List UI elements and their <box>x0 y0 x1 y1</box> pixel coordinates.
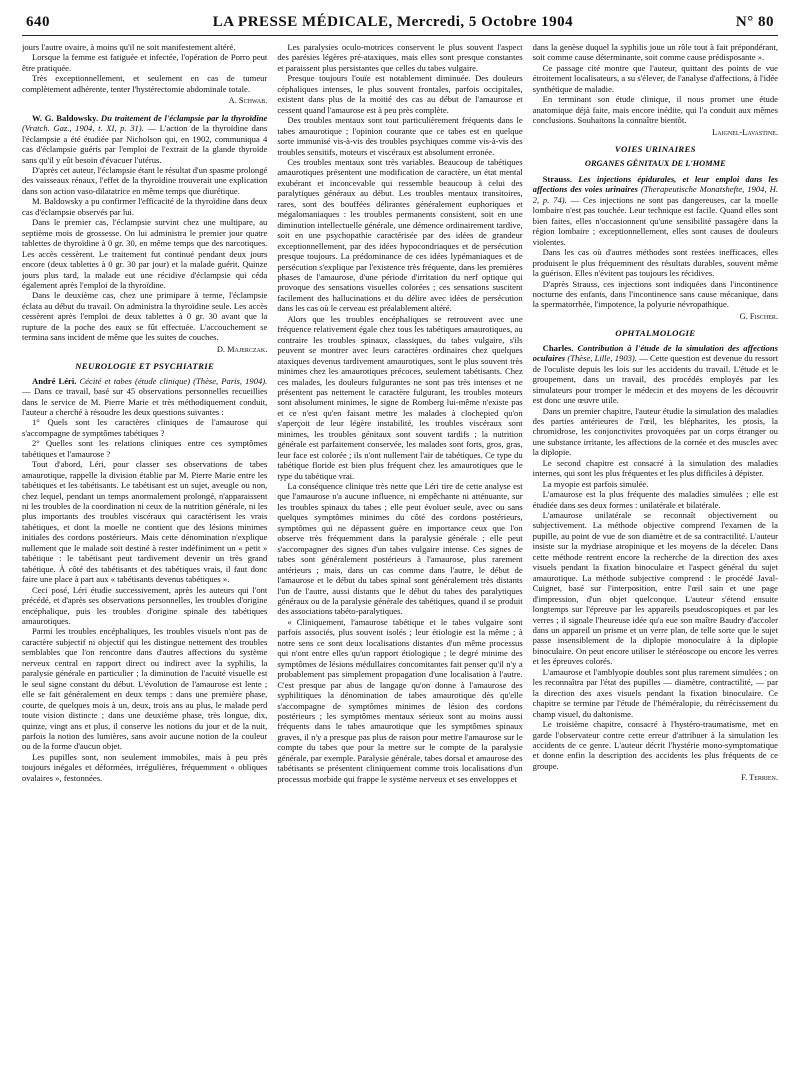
paragraph: Presque toujours l'ouïe est notablement diminuée. Des douleurs céphaliques intenses, le plus souvent frontales, parfois occipitales, existent dans plus de la moitié des cas au début de l'amaurose et cessent quand l'amaurose est à peu près complète. <box>277 73 523 115</box>
section-subheading: ORGANES GÉNITAUX DE L'HOMME <box>584 158 726 168</box>
page-header <box>22 14 778 36</box>
section-heading: OPHTALMOLOGIE <box>615 328 696 339</box>
article-title: Du traitement de l'éclampsie par la thyroïdine <box>100 112 268 123</box>
issue-number: N° 80 <box>735 14 774 30</box>
column-1 <box>22 42 267 1082</box>
paragraph: D'après Strauss, ces injections sont indiquées dans l'incontinence nocturne des enfants, dans l'incontinence sans cause mécanique, dans la spermatorrhée, l'impotence, la polyurie névropathique. <box>532 278 778 310</box>
paragraph: La myopie est parfois simulée. <box>542 478 649 489</box>
article-reference: (Thèse, Paris, 1904). <box>193 375 268 386</box>
paragraph: Ceci posé, Léri étudie successivement, après les auteurs qui l'ont précédé, et d'après ses observations personnelles, les troubles d'origine encéphalique, puis les troubles d'origine spinale des tabétiques amaurotiques. <box>22 584 268 627</box>
paragraph: Très exceptionnellement, et seulement en cas de tumeur complètement adhérente, tenter l'hystérectomie abdominale totale. <box>22 73 268 94</box>
article-baldowsky <box>22 113 267 165</box>
article-reference: (Thèse, Lille, 1903). <box>567 353 637 364</box>
paragraph: Ces troubles mentaux sont très variables. Beaucoup de tabétiques amaurotiques présentent une modification de caractère, un état mental exubérant et inconcevable qui ressemble beaucoup à celui des paralytiques généraux au début. Les troubles mentaux transitoires, rares, sont des bouffées délirantes généralement euphoriques et mégalomaniaques : les troubles permanents consistent, soit en une diminution intellectuelle générale, une démence ordinairement tardive, soit en une psychopathie caractérisée par des idées de grandeur exceptionnellement, par des idées hypocondriaques et de persécution presque toujours. La prédominance de ces idées lypémaniaques et de persécution s'explique par l'existence très fréquente, dans les premières phases de l'amaurose, d'une période d'irritation du nerf optique qui provoque des sensations visuelles colorées ; ces sensations suscitent facilement des hallucinations et du délire avec idées de persécution dans les cas où le cerveau est préalablement altéré. <box>277 156 523 314</box>
section-heading: NEUROLOGIE ET PSYCHIATRIE <box>75 361 215 372</box>
paragraph: D'après cet auteur, l'éclampsie étant le résultat d'un spasme prolongé des vaisseaux rénaux, l'effet de la thyroïdine trouverait une explication dans son action vaso-dilatatrice en même temps que diurétique. <box>22 164 268 196</box>
paragraph: — L'action de la thyroïdine dans l'éclampsie a été étudiée par Nicholson qui, en 1902, communiqua 4 cas d'éclampsie guéris par l'emploi de l'extrait de la glande thyroïde sans qu'il y eût besoin d'évacuer l'utérus. <box>22 123 268 165</box>
column-3 <box>533 42 778 1082</box>
paragraph: Les pupilles sont, non seulement immobiles, mais à peu près toujours inégales et déformées, irrégulières, fréquemment « obliques ovalaires », festonnées. <box>22 751 268 783</box>
paragraph: Alors que les troubles encéphaliques se retrouvent avec une fréquence relativement égale chez tous les tabétiques amaurotiques, au contraire les troubles spinaux, classiques, du tabes vulgaire, s'ils peuvent se montrer avec leurs caractères ordinaires chez quelques ataxiques devenus tardivement amaurotiques, sont le plus souvent très minimes chez les amaurotiques précoces, seulement tabétisants. Chez ces malades, les douleurs fulgurantes ne sont pas très intenses et ne présentent pas nettement le caractère fulgurant, les troubles moteurs sont absolument minimes, le signe de Romberg lui-même n'existe pas et ce n'est qu'en faisant mettre les malades à clochepied qu'on s'aperçoit de leur légère instabilité, les troubles viscéraux sont minimes, les troubles génitaux sont souvent tardifs ; la nutrition générale est parfaitement conservée, les malades sont forts, gros, gras, leur face est colorée ; ils n'ont nullement l'air de tabétiques. Ce type du tabétique floride est bien plus fréquent chez les amaurotiques que le type du tabétique vrai. <box>277 313 523 481</box>
paragraph: Tout d'abord, Léri, pour classer ses observations de tabes amaurotique, rappelle la division établie par M. Pierre Marie entre les tabétiques et les tabétisants. Le tabétisant est un sujet, aveugle ou non, chez lequel, pendant un temps anormalement prolongé, n'apparaissent ni les troubles de la coordination ni ceux de la nutrition générale, ni les plus importants des troubles viscéraux qui caractérisent les vrais tabétiques, et dont la moelle ne contient que des lésions minimes initiales des cordons postérieurs. Mais cette dénomination n'explique nullement que le malade soit destiné à rester indéfiniment un « petit » tabétique : le tabétisant peut tardivement devenir un très grand tabétique. À côté des tabétisants et des tabétiques vrais, il faut donc faire une place à part aux « tabétisants devenus tabétiques ». <box>22 459 268 585</box>
section-heading: VOIES URINAIRES <box>614 144 696 155</box>
paragraph: Dans les cas où d'autres méthodes sont restées inefficaces, elles produisent le plus fréquemment des résultats durables, souvent même la guérison. Elles n'évitent pas toujours les récidives. <box>532 247 778 279</box>
column-2 <box>277 42 522 1082</box>
paragraph: En terminant son étude clinique, il nous promet une étude anatomique déjà faite, mais encore inédite, qui l'a conduit aux mêmes conclusions. Souhaitons la connaître bientôt. <box>532 94 778 126</box>
paragraph: Dans le premier cas, l'éclampsie survint chez une multipare, au septième mois de grossesse. On lui administra le premier jour quatre tablettes de thyroïdine à 0 gr. 30, en même temps que des narcotiques. Les accès cessèrent. Le traitement fut continué pendant deux jours encore (deux tablettes à 0 gr. 30 par jour) et la malade guérit. Quinze jours plus tard, la malade eut une récidive d'éclampsie qui céda également après l'emploi de la thyroïdine. <box>22 217 268 290</box>
paragraph: Dans un premier chapitre, l'auteur étudie la simulation des maladies des parties antérieures de l'œil, les blépharites, les ptosis, la chromidrose, les conjonctivites provoquées par un corps étranger ou une substance irritante, les affections de la cornée et des muscles avec la diplopie. <box>532 405 778 458</box>
paragraph: 1° Quels sont les caractères cliniques de l'amaurose qui s'accompagne de symptômes tabétiques ? <box>22 417 268 438</box>
signature: G. Fischer. <box>739 311 778 321</box>
article-title: Les injections épidurales, et leur emploi dans les affections des voies urinaires <box>532 173 778 195</box>
article-author: W. G. Baldowsky. <box>32 112 99 123</box>
article-author: Strauss. <box>542 173 573 184</box>
article-reference: (Vratch. Gaz., 1904, t. XI, p. 31). <box>22 123 144 134</box>
signature: D. Majerczak. <box>216 344 268 354</box>
paragraph: Les paralysies oculo-motrices conservent le plus souvent l'aspect des parésies légères pré-ataxiques, mais elles sont presque constantes et paraissent plus persistantes que celles du tabes vulgaire. <box>277 42 523 73</box>
paragraph: — Cette question est devenue du ressort de l'oculiste depuis les lois sur les accidents du travail. L'étude et le groupement, dans un travail, des procédés employés par les simulateurs pour tromper le médecin et des moyens de les découvrir est donc une œuvre utile. <box>532 353 778 406</box>
journal-title: LA PRESSE MÉDICALE, Mercredi, 5 Octobre 1904 <box>212 14 574 30</box>
paragraph: — Ces injections ne sont pas dangereuses, car la moelle lombaire n'est pas touchée. Leur technique est facile. Quand elles sont bien faites, elles n'occasionnent qu'une sensibilité passagère dans la région lombaire ; exceptionnellement, elles sont causes de douleurs violentes. <box>532 194 778 247</box>
paragraph: « Cliniquement, l'amaurose tabétique et le tabes vulgaire sont parfois associés, plus souvent isolés ; leur étiologie est la même ; à notre sens ce sont deux localisations distantes d'un même processus qui n'ont entre elles qu'un rapport étiologique ; le degré minime des symptômes de lésions médullaires concomitantes fait penser qu'il n'y a probablement pas simplement propagation d'une localisation à l'autre. C'est presque par abus de langage qu'on donne à l'amaurose des syphilitiques la dénomination de tabes amaurotique dès qu'elle s'accompagne de symptômes minimes de lésion des cordons postérieurs ; les symptômes mentaux sérieux sont au moins aussi fréquents dans le tabes amaurotique que les symptômes spinaux graves, il n'y a presque pas plus de raison pour mettre l'amaurose sur le compte du tabes que pour la mettre sur le compte de la paralysie générale, par exemple. Paralysie générale, tabes dorsal et amaurose des tabétisants se présentent cliniquement comme trois localisations d'un processus morbide qui frappe le système nerveux et ses enveloppes et <box>277 616 523 784</box>
paragraph: Dans le deuxième cas, chez une primipare à terme, l'éclampsie éclata au début du travail. On administra la thyroïdine seule. Les accès cessèrent après l'emploi de deux tablettes à 0 gr. 30 avant que la rupture de la poche des eaux se fût effectuée. L'accouchement se termina sans incident de même que les suites de couches. <box>22 290 268 343</box>
paragraph: L'amaurose unilatérale se reconnaît objectivement ou subjectivement. La méthode objective comprend l'examen de la pupille, au point de vue de son diamètre et de sa contractilité. L'auteur insiste sur la mydriase atropinique et les moyens de la déceler. Dans cette méthode rentrent encore la recherche de la direction des axes visuels pendant la fixation binoculaire et l'aspect général du sujet amaurotique. La méthode subjective comprend : le procédé Javal-Cuignet, basé sur l'interposition, entre l'œil sain et une page d'impression, d'un objet quelconque. L'auteur s'étend ensuite longtemps sur l'épreuve par les appareils pseudoscopiques et par les verres ; il signale l'heureuse idée qu'a eue son maître Baudry d'accoler dans un appareil un prisme et un verre plan, de telle sorte que le sujet passe insensiblement de la diplopie monoculaire à la diplopie binoculaire. On peut encore utiliser le stéréoscope ou encore les verres et les épreuves colorés. <box>532 510 778 667</box>
paragraph: Lorsque la femme est fatiguée et infectée, l'opération de Porro peut être pratiquée. <box>22 52 268 73</box>
paragraph: Le second chapitre est consacré à la simulation des maladies internes, qui sont les plus fréquentes et les plus difficiles à dépister. <box>532 457 778 479</box>
paragraph: L'amaurose et l'amblyopie doubles sont plus rarement simulées ; on les reconnaîtra par l'état des pupilles — diamètre, contractilité, — par la direction des axes visuels pendant la fixation binoculaire. Ce chapitre se termine par l'étude de l'héméralopie, du rétrécissement du champ visuel, du daltonisme. <box>532 666 778 719</box>
paragraph: Ce passage cité montre que l'auteur, quittant des points de vue étroitement localisateurs, a su s'élever, de l'analyse d'affections, à l'idée synthétique de maladie. <box>532 62 778 94</box>
paragraph: M. Baldowsky a pu confirmer l'efficacité de la thyroïdine dans deux cas d'éclampsie observés par lui. <box>22 196 268 217</box>
article-charles <box>533 343 778 406</box>
paragraph: Parmi les troubles encéphaliques, les troubles visuels n'ont pas de caractère subjectif ni objectif qui les distingue nettement des troubles semblables que l'on rencontre dans d'autres affections du système nerveux central en rapport direct ou indirect avec la syphilis, la paralysie générale en particulier ; la diminution de l'acuité visuelle est le seul signe constant du début. L'évolution de l'amaurose est lente ; elle se fait généralement en deux temps : dans une première phase, courte, de quelques mois à un, deux, trois ans au plus, le malade perd toute vision distincte ; dans une deuxième phase, très longue, dix, quinze, vingt ans et plus, il conserve les notions du jour et de la nuit, parfois la notion des lumières, sans avoir aucune notion de la couleur ou de la forme d'aucun objet. <box>22 626 268 752</box>
article-title: Cécité et tabes (étude clinique) <box>79 375 191 386</box>
paragraph: dans la genèse duquel la syphilis joue un rôle tout à fait prépondérant, soit comme cause déterminante, soit comme cause prédisposante ». <box>532 42 778 63</box>
article-author: Charles. <box>542 342 574 353</box>
article-author: André Léri. <box>32 375 77 386</box>
paragraph: Le troisième chapitre, consacré à l'hystéro-traumatisme, met en garde l'observateur contre cette erreur d'attribuer à la simulation les accidents de ce genre. L'auteur décrit l'hystérie mono-symptomatique et donne enfin la description des accidents les plus fréquents de ce groupe. <box>532 719 778 771</box>
article-reference: (Therapeutische Monatshefte, 1904, H. 2, p. 74). <box>532 184 778 205</box>
paragraph: — Dans ce travail, basé sur 45 observations personnelles recueillies dans le service de M. Pierre Marie et très méthodiquement conduit, l'auteur a cherché à résoudre les deux questions suivantes : <box>22 386 268 417</box>
signature: F. Terrien. <box>741 773 778 783</box>
article-title: Contribution à l'étude de la simulation des affections oculaires <box>532 342 778 364</box>
paragraph: 2° Quelles sont les relations cliniques entre ces symptômes tabétiques et l'amaurose ? <box>22 438 268 459</box>
signature: A. Schwab. <box>228 96 268 106</box>
paragraph: jours l'autre ovaire, à moins qu'il ne soit manifestement altéré. <box>22 42 236 52</box>
paragraph: Des troubles mentaux sont tout particulièrement fréquents dans le tabes amaurotique ; l'opinion courante que ce tabes est en quelque sorte immunisé vis-à-vis des troubles psychiques comme vis-à-vis des troubles sensitifs, moteurs et viscéraux est absolument erronée. <box>277 115 523 157</box>
article-strauss <box>533 174 778 247</box>
article-leri <box>22 376 267 418</box>
page-number: 640 <box>26 14 50 30</box>
paragraph: La conséquence clinique très nette que Léri tire de cette analyse est que l'amaurose n'a aucune influence, ni empêchante ni atténuante, sur les troubles spinaux du tabes ; elle peut évoluer seule, avec ou sans quelques symptômes minimes du côté des cordons postérieurs, symptômes qui ne dépassent guère en importance ceux que l'on observe très fréquemment dans la paralysie générale ; elle peut s'accompagner des signes d'un tabes vulgaire intense. Ces signes de tabes sont généralement postérieurs à l'amaurose, plus rarement antérieurs ; mais, dans un cas comme dans l'autre, le début de l'amaurose et le début du tabes spinal sont généralement très distants l'un de l'autre, aussi distants que le début du tabes des paralytiques généraux ou de la paralysie générale des tabétiques, quand il se produit des associations tabéto-paralytiques. <box>277 481 523 617</box>
text-columns <box>22 42 778 1082</box>
signature: Laignel-Lavastine. <box>712 127 778 137</box>
paragraph: L'amaurose est la plus fréquente des maladies simulées ; elle est étudiée dans ses deux formes : unilatérale et bilatérale. <box>532 489 778 510</box>
